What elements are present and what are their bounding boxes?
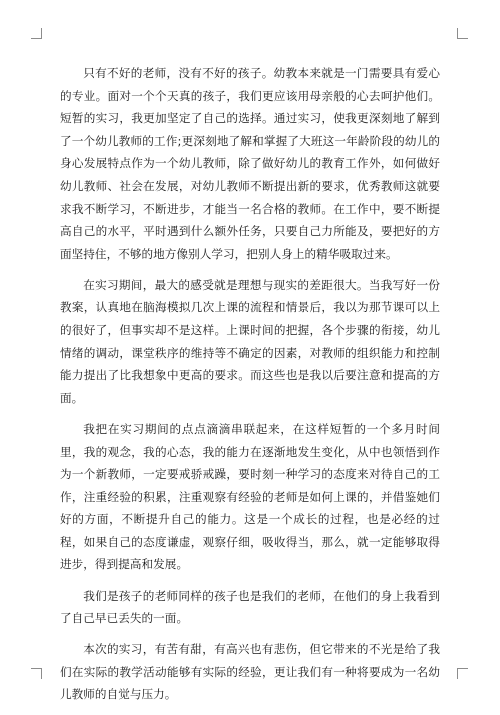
crop-mark-top-left [31, 28, 42, 39]
paragraph-3: 我把在实习期间的点点滴滴串联起来，在这样短暂的一个多月时间里，我的观念，我的心态，我的能力在逐渐地发生变化，从中也领悟到作为一个新教师，一定要戒骄戒躁，要时刻一种学习的态度来对待自己的工作，注重经验的积累，注重观察有经验的老师是如何上课的，并借鉴她们好的方面，不断提升自己的能力。这是一个成长的过程，也是必经的过程，如果自己的态度谦虚，观察仔细，吸收得当，那么，就一定能够取得进步，得到提高和发展。 [60, 421, 440, 572]
crop-mark-top-right [457, 28, 468, 39]
crop-mark-bottom-right [457, 668, 468, 679]
document-body [60, 62, 440, 715]
paragraph-2: 在实习期间，最大的感受就是理想与现实的差距很大。当我写好一份教案，认真地在脑海模拟几次上课的流程和情景后，我以为那节课可以上的很好了，但事实却不是这样。上课时间的把握，各个步骤的衔接，幼儿情绪的调动，课堂秩序的维持等不确定的因素，对教师的组织能力和控制能力提出了比我想象中更高的要求。而这些也是我以后要注意和提高的方面。 [60, 277, 440, 405]
paragraph-5: 本次的实习，有苦有甜，有高兴也有悲伤，但它带来的不光是给了我们在实际的教学活动能够有实际的经验，更让我们有一种将要成为一名幼儿教师的自觉与压力。 [60, 642, 440, 702]
crop-mark-bottom-left [31, 668, 42, 679]
paragraph-1: 只有不好的老师，没有不好的孩子。幼教本来就是一门需要具有爱心的专业。面对一个个天真的孩子，我们更应该用母亲般的心去呵护他们。短暂的实习，我更加坚定了自己的选择。通过实习，使我更深刻地了解到了一个幼儿教师的工作;更深刻地了解和掌握了大班这一年龄阶段的幼儿的身心发展特点作为一个幼儿教师，除了做好幼儿的教育工作外，如何做好幼儿教师、社会在发展，对幼儿教师不断提出新的要求，优秀教师这就要求我不断学习，不断进步，才能当一名合格的教师。在工作中，要不断提高自己的水平，平时遇到什么额外任务，只要自己力所能及，要把好的方面坚持住，不够的地方像别人学习，把别人身上的精华吸取过来。 [60, 66, 440, 261]
paragraph-4: 我们是孩子的老师同样的孩子也是我们的老师，在他们的身上我看到了自己早已丢失的一面。 [60, 588, 440, 626]
